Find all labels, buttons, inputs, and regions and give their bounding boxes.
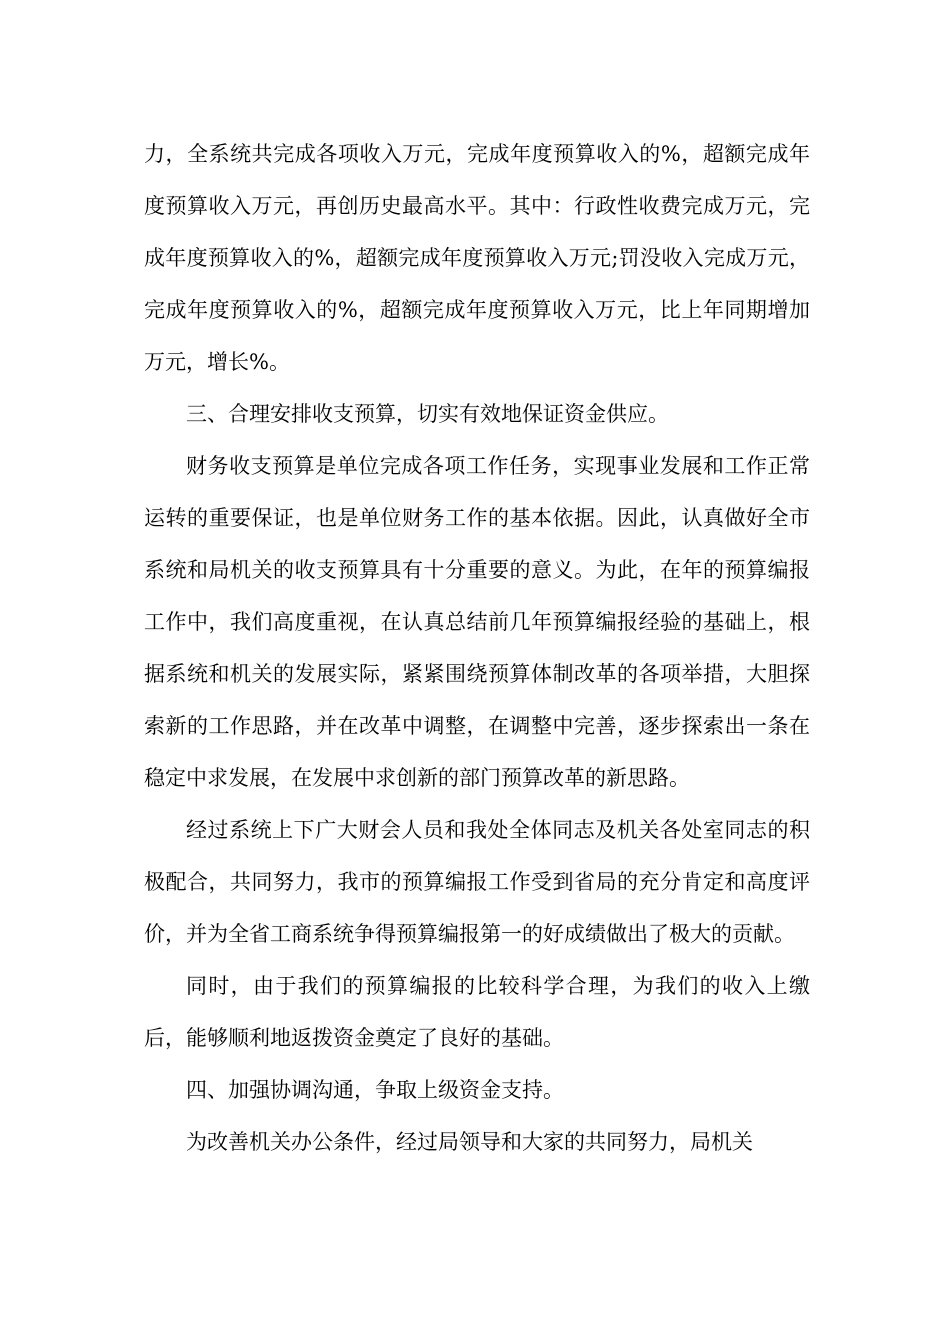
- section-heading-3: 三、合理安排收支预算，切实有效地保证资金供应。: [186, 402, 669, 426]
- document-body: [144, 128, 810, 1168]
- section-heading-4: 四、加强协调沟通，争取上级资金支持。: [186, 1078, 564, 1102]
- paragraph-cooperation: 经过系统上下广大财会人员和我处全体同志及机关各处室同志的积极配合，共同努力，我市的预算编报工作受到省局的充分肯定和高度评价，并为全省工商系统争得预算编报第一的好成绩做出了极大的贡献。: [144, 818, 810, 946]
- paragraph-funds: 同时，由于我们的预算编报的比较科学合理，为我们的收入上缴后，能够顺利地返拨资金奠定了良好的基础。: [144, 974, 810, 1050]
- paragraph-continued: 力，全系统共完成各项收入万元，完成年度预算收入的%，超额完成年度预算收入万元，再创历史最高水平。其中：行政性收费完成万元，完成年度预算收入的%，超额完成年度预算收入万元;罚没收入完成万元，完成年度预算收入的%，超额完成年度预算收入万元，比上年同期增加万元，增长%。: [144, 142, 810, 374]
- paragraph-office-conditions: 为改善机关办公条件，经过局领导和大家的共同努力，局机关: [186, 1130, 753, 1154]
- paragraph-budget: 财务收支预算是单位完成各项工作任务，实现事业发展和工作正常运转的重要保证，也是单位财务工作的基本依据。因此，认真做好全市系统和局机关的收支预算具有十分重要的意义。为此，在年的预算编报工作中，我们高度重视，在认真总结前几年预算编报经验的基础上，根据系统和机关的发展实际，紧紧围绕预算体制改革的各项举措，大胆探索新的工作思路，并在改革中调整，在调整中完善，逐步探索出一条在稳定中求发展，在发展中求创新的部门预算改革的新思路。: [144, 454, 810, 790]
